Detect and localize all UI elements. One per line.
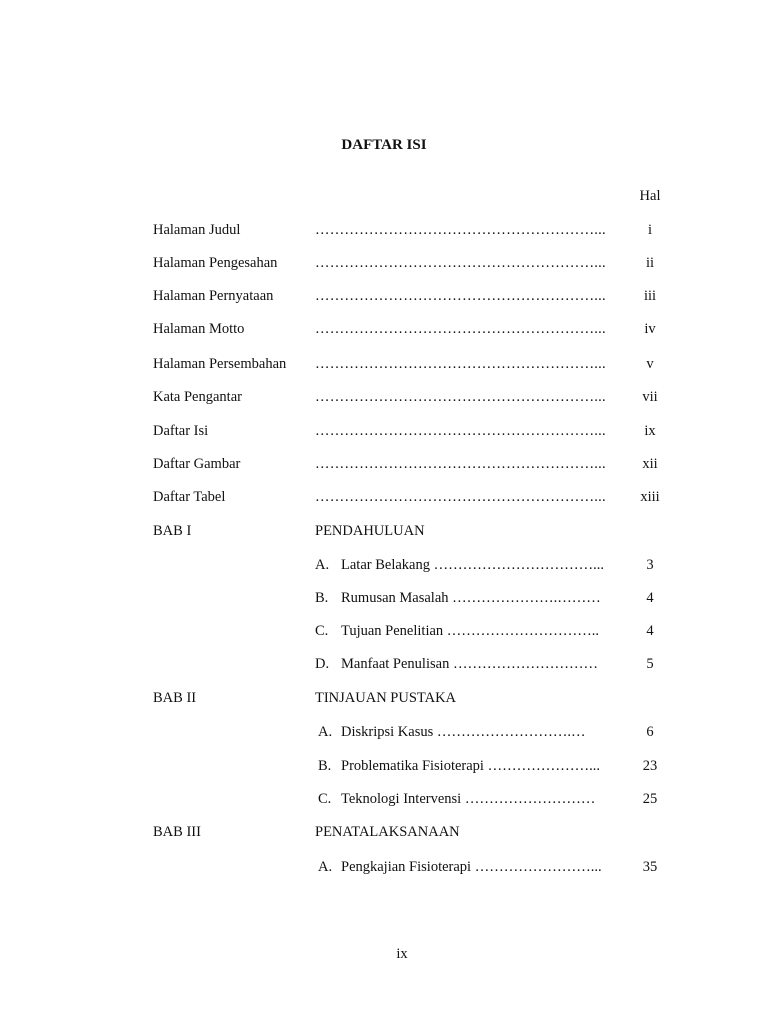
toc-dots: …………………………………………………... xyxy=(315,489,606,505)
section-letter: A. xyxy=(315,557,330,573)
toc-dots: …………………………………………………... xyxy=(315,288,606,304)
toc-page-number: i xyxy=(647,222,653,238)
toc-row-halaman-persembahan xyxy=(0,356,768,376)
toc-page-number: 25 xyxy=(642,791,658,807)
toc-label: Halaman Persembahan xyxy=(153,356,287,372)
toc-page-number: vii xyxy=(642,389,658,405)
section-letter: B. xyxy=(315,590,329,606)
section-letter: C. xyxy=(315,623,329,639)
toc-page-number: 4 xyxy=(646,623,654,639)
toc-section-row xyxy=(0,758,768,778)
toc-label: Daftar Tabel xyxy=(153,489,226,505)
toc-page-number: xii xyxy=(642,456,658,472)
toc-page-number: 6 xyxy=(646,724,654,740)
toc-dots: …………………………………………………... xyxy=(315,321,606,337)
toc-label: Daftar Gambar xyxy=(153,456,241,472)
section-title: Pengkajian Fisioterapi ……………………... xyxy=(341,859,602,875)
toc-dots: …………………………………………………... xyxy=(315,456,606,472)
toc-label: Kata Pengantar xyxy=(153,389,242,405)
toc-label: Halaman Pernyataan xyxy=(153,288,274,304)
toc-row-daftar-gambar xyxy=(0,456,768,476)
toc-section-row xyxy=(0,791,768,811)
footer-page-number: ix xyxy=(396,946,408,962)
toc-section-row xyxy=(0,724,768,744)
chapter-number: BAB II xyxy=(153,690,197,706)
toc-page-number: 23 xyxy=(642,758,658,774)
toc-page-number: 4 xyxy=(646,590,654,606)
toc-section-row xyxy=(0,656,768,676)
toc-dots: …………………………………………………... xyxy=(315,356,606,372)
toc-page-number: 35 xyxy=(642,859,658,875)
toc-section-row xyxy=(0,859,768,879)
section-title: Rumusan Masalah ………………….……… xyxy=(341,590,601,606)
toc-page-number: iv xyxy=(644,321,656,337)
toc-section-row xyxy=(0,623,768,643)
toc-dots: …………………………………………………... xyxy=(315,255,606,271)
toc-chapter-bab-1 xyxy=(0,523,768,543)
toc-label: Halaman Pengesahan xyxy=(153,255,278,271)
toc-row-halaman-pengesahan xyxy=(0,255,768,275)
chapter-number: BAB III xyxy=(153,824,201,840)
section-title: Tujuan Penelitian ………………………….. xyxy=(341,623,600,639)
section-letter: B. xyxy=(318,758,332,774)
toc-row-halaman-motto xyxy=(0,321,768,341)
toc-page-number: xiii xyxy=(640,489,660,505)
toc-page-number: ix xyxy=(644,423,656,439)
page-column-header: Hal xyxy=(639,188,661,204)
toc-page-number: 5 xyxy=(646,656,654,672)
section-title: Manfaat Penulisan ………………………… xyxy=(341,656,598,672)
toc-page-number: 3 xyxy=(646,557,654,573)
toc-dots: …………………………………………………... xyxy=(315,222,606,238)
toc-page-number: iii xyxy=(643,288,657,304)
section-title: Teknologi Intervensi ……………………… xyxy=(341,791,596,807)
toc-page-number: v xyxy=(646,356,654,372)
toc-section-row xyxy=(0,590,768,610)
toc-section-row xyxy=(0,557,768,577)
section-title: Diskripsi Kasus ……………………….… xyxy=(341,724,586,740)
page-title: DAFTAR ISI xyxy=(341,137,427,153)
chapter-title: TINJAUAN PUSTAKA xyxy=(315,690,457,706)
toc-label: Halaman Motto xyxy=(153,321,245,337)
section-letter: C. xyxy=(318,791,332,807)
toc-page-number: ii xyxy=(645,255,655,271)
toc-row-daftar-tabel xyxy=(0,489,768,509)
toc-row-halaman-judul xyxy=(0,222,768,242)
toc-row-halaman-pernyataan xyxy=(0,288,768,308)
toc-chapter-bab-3 xyxy=(0,824,768,844)
toc-label: Halaman Judul xyxy=(153,222,241,238)
toc-chapter-bab-2 xyxy=(0,690,768,710)
section-letter: D. xyxy=(315,656,330,672)
chapter-title: PENATALAKSANAAN xyxy=(315,824,460,840)
toc-label: Daftar Isi xyxy=(153,423,209,439)
toc-row-kata-pengantar xyxy=(0,389,768,409)
chapter-title: PENDAHULUAN xyxy=(315,523,425,539)
chapter-number: BAB I xyxy=(153,523,192,539)
section-title: Latar Belakang ……………………………... xyxy=(341,557,604,573)
section-letter: A. xyxy=(318,724,333,740)
section-letter: A. xyxy=(318,859,333,875)
toc-dots: …………………………………………………... xyxy=(315,423,606,439)
section-title: Problematika Fisioterapi …………………... xyxy=(341,758,600,774)
toc-row-daftar-isi xyxy=(0,423,768,443)
toc-dots: …………………………………………………... xyxy=(315,389,606,405)
